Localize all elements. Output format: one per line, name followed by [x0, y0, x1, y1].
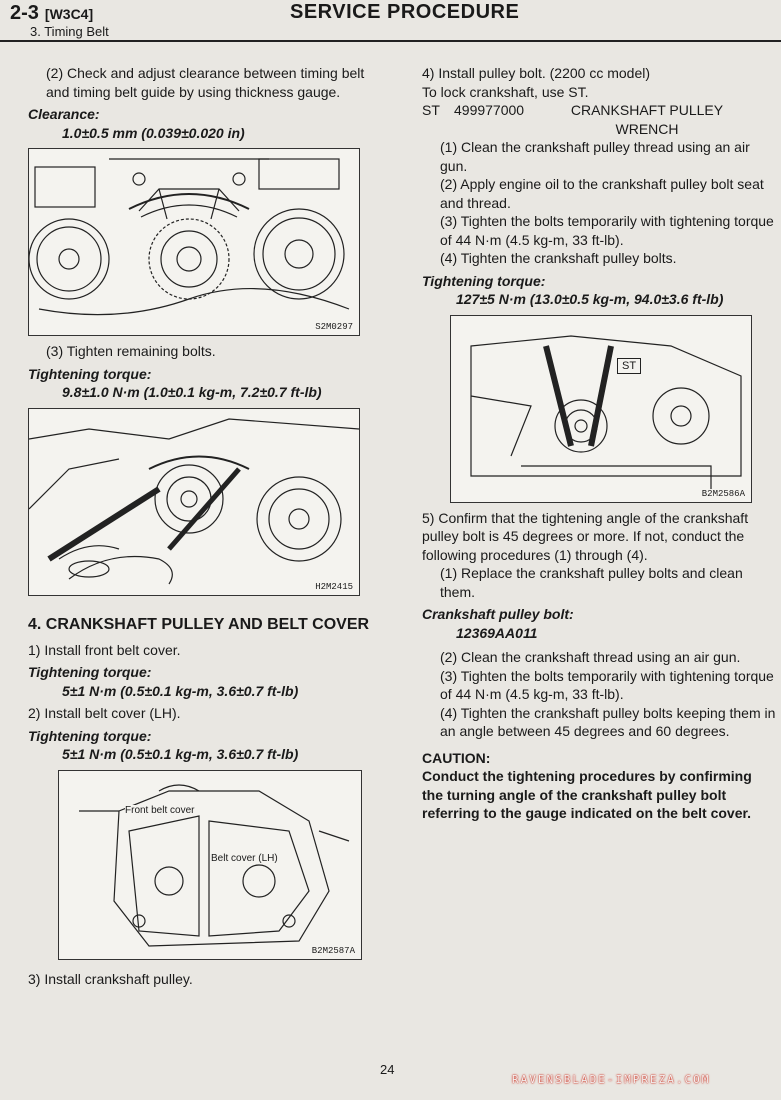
front-belt-cover-label: Front belt cover: [125, 804, 195, 816]
figure-belt-covers: [58, 770, 362, 960]
sub-step-2: (2) Apply engine oil to the crankshaft pulley bolt seat and thread.: [440, 176, 764, 211]
site-watermark: RAVENSBLADE-IMPREZA.COM: [512, 1073, 711, 1086]
clearance-value: 1.0±0.5 mm (0.039±0.020 in): [62, 124, 245, 141]
torque-3-value: 5±1 N·m (0.5±0.1 kg-m, 3.6±0.7 ft-lb): [62, 746, 299, 762]
page-code-number: 2-3: [10, 2, 39, 24]
bolt-label: Crankshaft pulley bolt:: [422, 606, 574, 622]
subsection-label: 3. Timing Belt: [30, 24, 109, 39]
s4-step-1: 1) Install front belt cover.: [28, 641, 181, 658]
st-tool-label: ST: [617, 358, 641, 374]
st-name-line-2: WRENCH: [615, 120, 679, 137]
torque-1-value: 9.8±1.0 N·m (1.0±0.1 kg-m, 7.2±0.7 ft-lb): [62, 384, 322, 400]
figure-code: S2M0297: [315, 322, 353, 332]
figure-code: B2M2587A: [311, 945, 355, 956]
page-title: SERVICE PROCEDURE: [290, 1, 520, 23]
st-prefix: ST: [422, 102, 440, 118]
belt-covers-illustration: [59, 771, 361, 959]
section-4-title: 4. CRANKSHAFT PULLEY AND BELT COVER: [28, 615, 370, 633]
torque-label: Tightening torque:: [422, 272, 546, 289]
sub-step-4: (4) Tighten the crankshaft pulley bolts.: [440, 250, 677, 266]
right-column: [422, 64, 776, 823]
figure-code: B2M2586A: [701, 488, 745, 499]
torque-2-value: 5±1 N·m (0.5±0.1 kg-m, 3.6±0.7 ft-lb): [62, 682, 299, 699]
tighten-bolts-illustration: [29, 409, 359, 595]
torque-value: 127±5 N·m (13.0±0.5 kg-m, 94.0±3.6 ft-lb): [456, 291, 724, 307]
st-name-line-1: CRANKSHAFT PULLEY: [570, 102, 724, 118]
caution-label: CAUTION:: [422, 749, 491, 766]
figure-tighten-bolts: [28, 408, 360, 596]
s5-sub-4: (4) Tighten the crankshaft pulley bolts keeping them in an angle between 45 degrees and 60 degrees.: [440, 704, 776, 739]
step-4-text: 4) Install pulley bolt. (2200 cc model): [422, 65, 650, 81]
torque-1-label: Tightening torque:: [28, 365, 152, 382]
belt-cover-lh-label: Belt cover (LH): [211, 852, 278, 864]
s4-step-3: 3) Install crankshaft pulley.: [28, 970, 193, 987]
caution-text: Conduct the tightening procedures by confirming the turning angle of the crankshaft pulley bolt referring to the gauge indicated on the belt cover.: [422, 768, 752, 821]
figure-code: H2M2415: [315, 581, 353, 592]
sub-step-3: (3) Tighten the bolts temporarily with tightening torque of 44 N·m (4.5 kg-m, 33 ft-lb).: [440, 213, 774, 248]
left-column: [28, 64, 388, 988]
sub-step-1: (1) Clean the crankshaft pulley thread using an air gun.: [440, 139, 750, 174]
bolt-part-number: 12369AA011: [456, 624, 538, 641]
torque-2-label: Tightening torque:: [28, 664, 152, 680]
page-code: [10, 2, 93, 25]
figure-belt-guide: [28, 148, 360, 336]
lock-crankshaft-text: To lock crankshaft, use ST.: [422, 83, 589, 100]
s5-sub-3: (3) Tighten the bolts temporarily with tightening torque of 44 N·m (4.5 kg-m, 33 ft-lb).: [440, 667, 774, 702]
s5-sub-2: (2) Clean the crankshaft thread using an air gun.: [440, 649, 741, 665]
page-number: 24: [380, 1062, 395, 1077]
clearance-label: Clearance:: [28, 106, 100, 122]
st-name: [552, 101, 742, 138]
pulley-wrench-illustration: [451, 316, 751, 502]
belt-guide-illustration: [29, 149, 359, 335]
section-code: [W3C4]: [44, 6, 94, 22]
figure-pulley-wrench: [450, 315, 752, 503]
step-3-text: (3) Tighten remaining bolts.: [46, 343, 216, 359]
torque-3-label: Tightening torque:: [28, 727, 152, 744]
s5-sub-1: (1) Replace the crankshaft pulley bolts and clean them.: [440, 565, 743, 600]
s4-step-2: 2) Install belt cover (LH).: [28, 705, 181, 721]
header-rule: [0, 40, 781, 42]
special-tool-row: [422, 101, 776, 138]
st-number: 499977000: [454, 102, 525, 118]
step-5-text: 5) Confirm that the tightening angle of the crankshaft pulley bolt is 45 degrees or more. If not, conduct the following procedures (1) through (4).: [422, 509, 749, 563]
step-2-text: (2) Check and adjust clearance between timing belt and timing belt guide by using thickness gauge.: [46, 65, 365, 100]
